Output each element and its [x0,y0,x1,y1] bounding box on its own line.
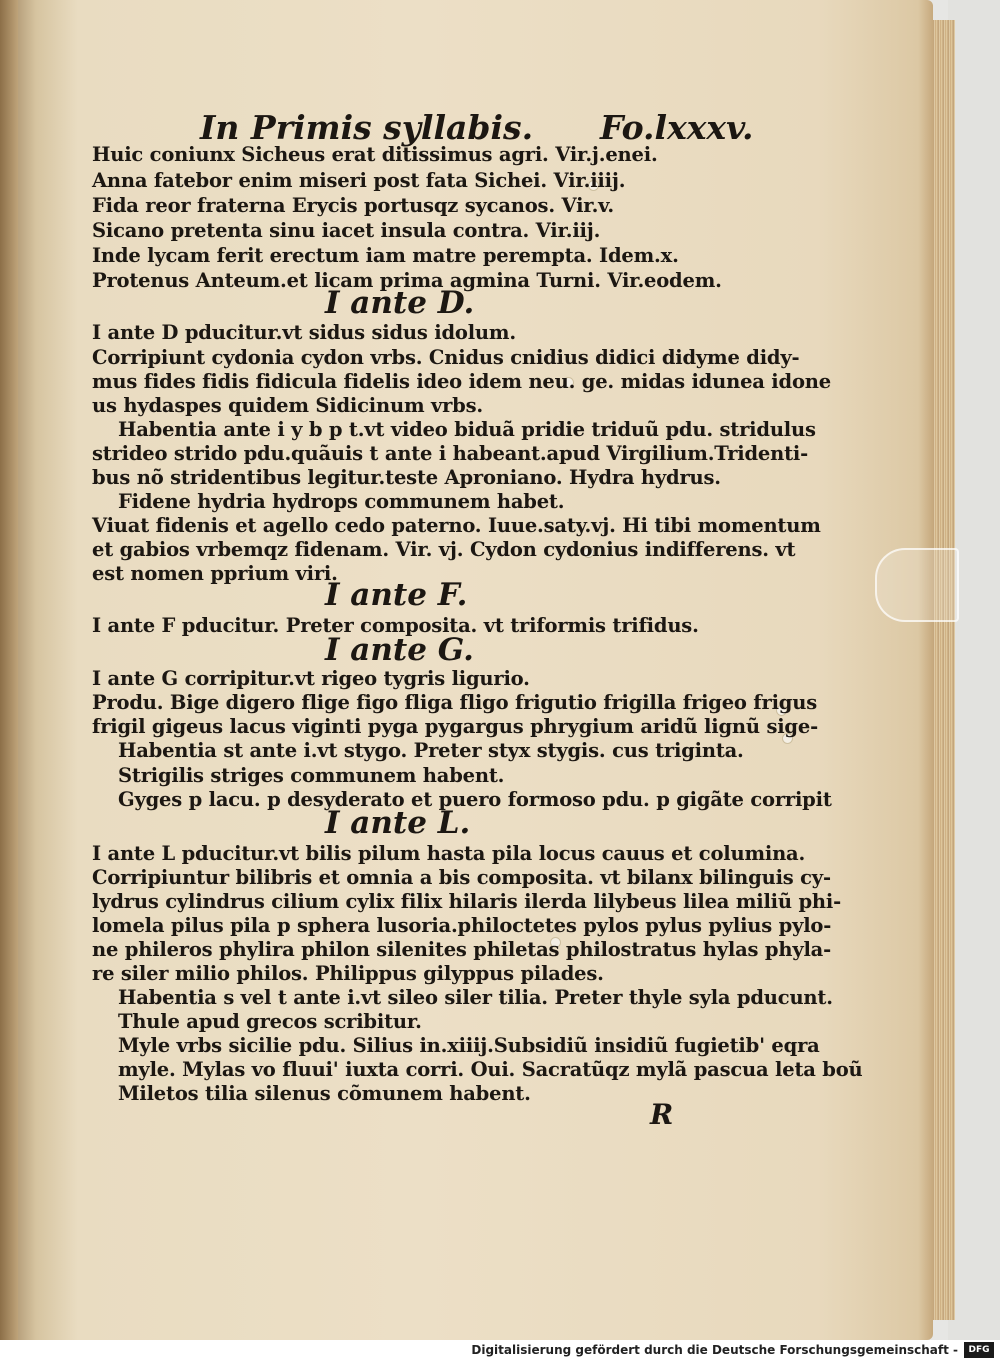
text-line: frigil gigeus lacus viginti pyga pygargus phrygium aridũ lignũ sige- [92,715,818,738]
text-line: lydrus cylindrus cilium cylix filix hilaris ilerda lilybeus lilea miliũ phi- [92,890,841,913]
folio-number: Fo.lxxxv. [600,108,754,147]
section-heading: I ante D. [325,285,475,321]
text-line: bus nõ stridentibus legitur.teste Aproniano. Hydra hydrus. [92,466,721,489]
text-line: re siler milio philos. Philippus gilyppus pilades. [92,962,604,985]
section-heading: I ante L. [325,805,471,841]
page-clip [875,548,959,622]
text-line: Strigilis striges communem habent. [118,764,505,787]
text-line: Inde lycam ferit erectum iam matre perempta. Idem.x. [92,244,679,267]
text-line: Sicano pretenta sinu iacet insula contra. Vir.iij. [92,219,601,242]
book-cover [948,0,1000,1340]
footer-bar [0,1340,1000,1362]
text-line: I ante D pducitur.vt sidus sidus idolum. [92,321,516,344]
text-line: mus fides fidis fidicula fidelis ideo idem neu. ge. midas idunea idone [92,370,831,393]
text-line: I ante F pducitur. Preter composita. vt triformis trifidus. [92,614,699,637]
text-line: Protenus Anteum.et licam prima agmina Turni. Vir.eodem. [92,269,722,292]
text-line: Produ. Bige digero flige figo fliga fligo frigutio frigilla frigeo frigus [92,691,817,714]
text-line: Habentia s vel t ante i.vt sileo siler tilia. Preter thyle syla pducunt. [118,986,833,1009]
text-line: et gabios vrbemqz fidenam. Vir. vj. Cydon cydonius indifferens. vt [92,538,796,561]
text-line: Huic coniunx Sicheus erat ditissimus agri. Vir.j.enei. [92,143,658,166]
text-line: Habentia ante i y b p t.vt video biduã pridie triduũ pdu. stridulus [118,418,816,441]
text-line: myle. Mylas vo fluui' iuxta corri. Oui. Sacratũqz mylã pascua leta boũ [118,1058,863,1081]
funding-credit: Digitalisierung gefördert durch die Deutsche Forschungsgemeinschaft - [471,1343,958,1357]
text-line: Miletos tilia silenus cõmunem habent. [118,1082,531,1105]
dfg-logo: DFG [964,1342,994,1358]
page-heading-title: In Primis syllabis. [200,108,534,147]
text-line: strideo strido pdu.quãuis t ante i habeant.apud Virgilium.Tridenti- [92,442,809,465]
section-heading: I ante G. [325,632,474,668]
text-line: Fida reor fraterna Erycis portusqz sycanos. Vir.v. [92,194,614,217]
text-line: ne phileros phylira philon silenites philetas philostratus hylas phyla- [92,938,831,961]
text-line: lomela pilus pila p sphera lusoria.philoctetes pylos pylus pylius pylo- [92,914,832,937]
text-line: Anna fatebor enim miseri post fata Sichei. Vir.iiij. [92,169,626,192]
text-line: I ante L pducitur.vt bilis pilum hasta pila locus cauus et columina. [92,842,806,865]
section-heading: I ante F. [325,577,468,613]
facing-page-edge [0,0,20,1340]
text-line: I ante G corripitur.vt rigeo tygris ligurio. [92,667,530,690]
text-line: Corripiuntur bilibris et omnia a bis composita. vt bilanx bilinguis cy- [92,866,831,889]
text-line: Habentia st ante i.vt stygo. Preter styx stygis. cus triginta. [118,739,744,762]
text-line: Gyges p lacu. p desyderato et puero formoso pdu. p gigãte corripit [118,788,832,811]
text-line: Thule apud grecos scribitur. [118,1010,422,1033]
text-line: Viuat fidenis et agello cedo paterno. Iuue.saty.vj. Hi tibi momentum [92,514,821,537]
text-line: est nomen pprium viri. [92,562,338,585]
text-line: Fidene hydria hydrops communem habet. [118,490,565,513]
signature-mark: R [650,1098,674,1131]
text-line: us hydaspes quidem Sidicinum vrbs. [92,394,483,417]
text-line: Corripiunt cydonia cydon vrbs. Cnidus cnidius didici didyme didy- [92,346,800,369]
text-line: Myle vrbs sicilie pdu. Silius in.xiiij.Subsidiũ insidiũ fugietib' eqra [118,1034,820,1057]
